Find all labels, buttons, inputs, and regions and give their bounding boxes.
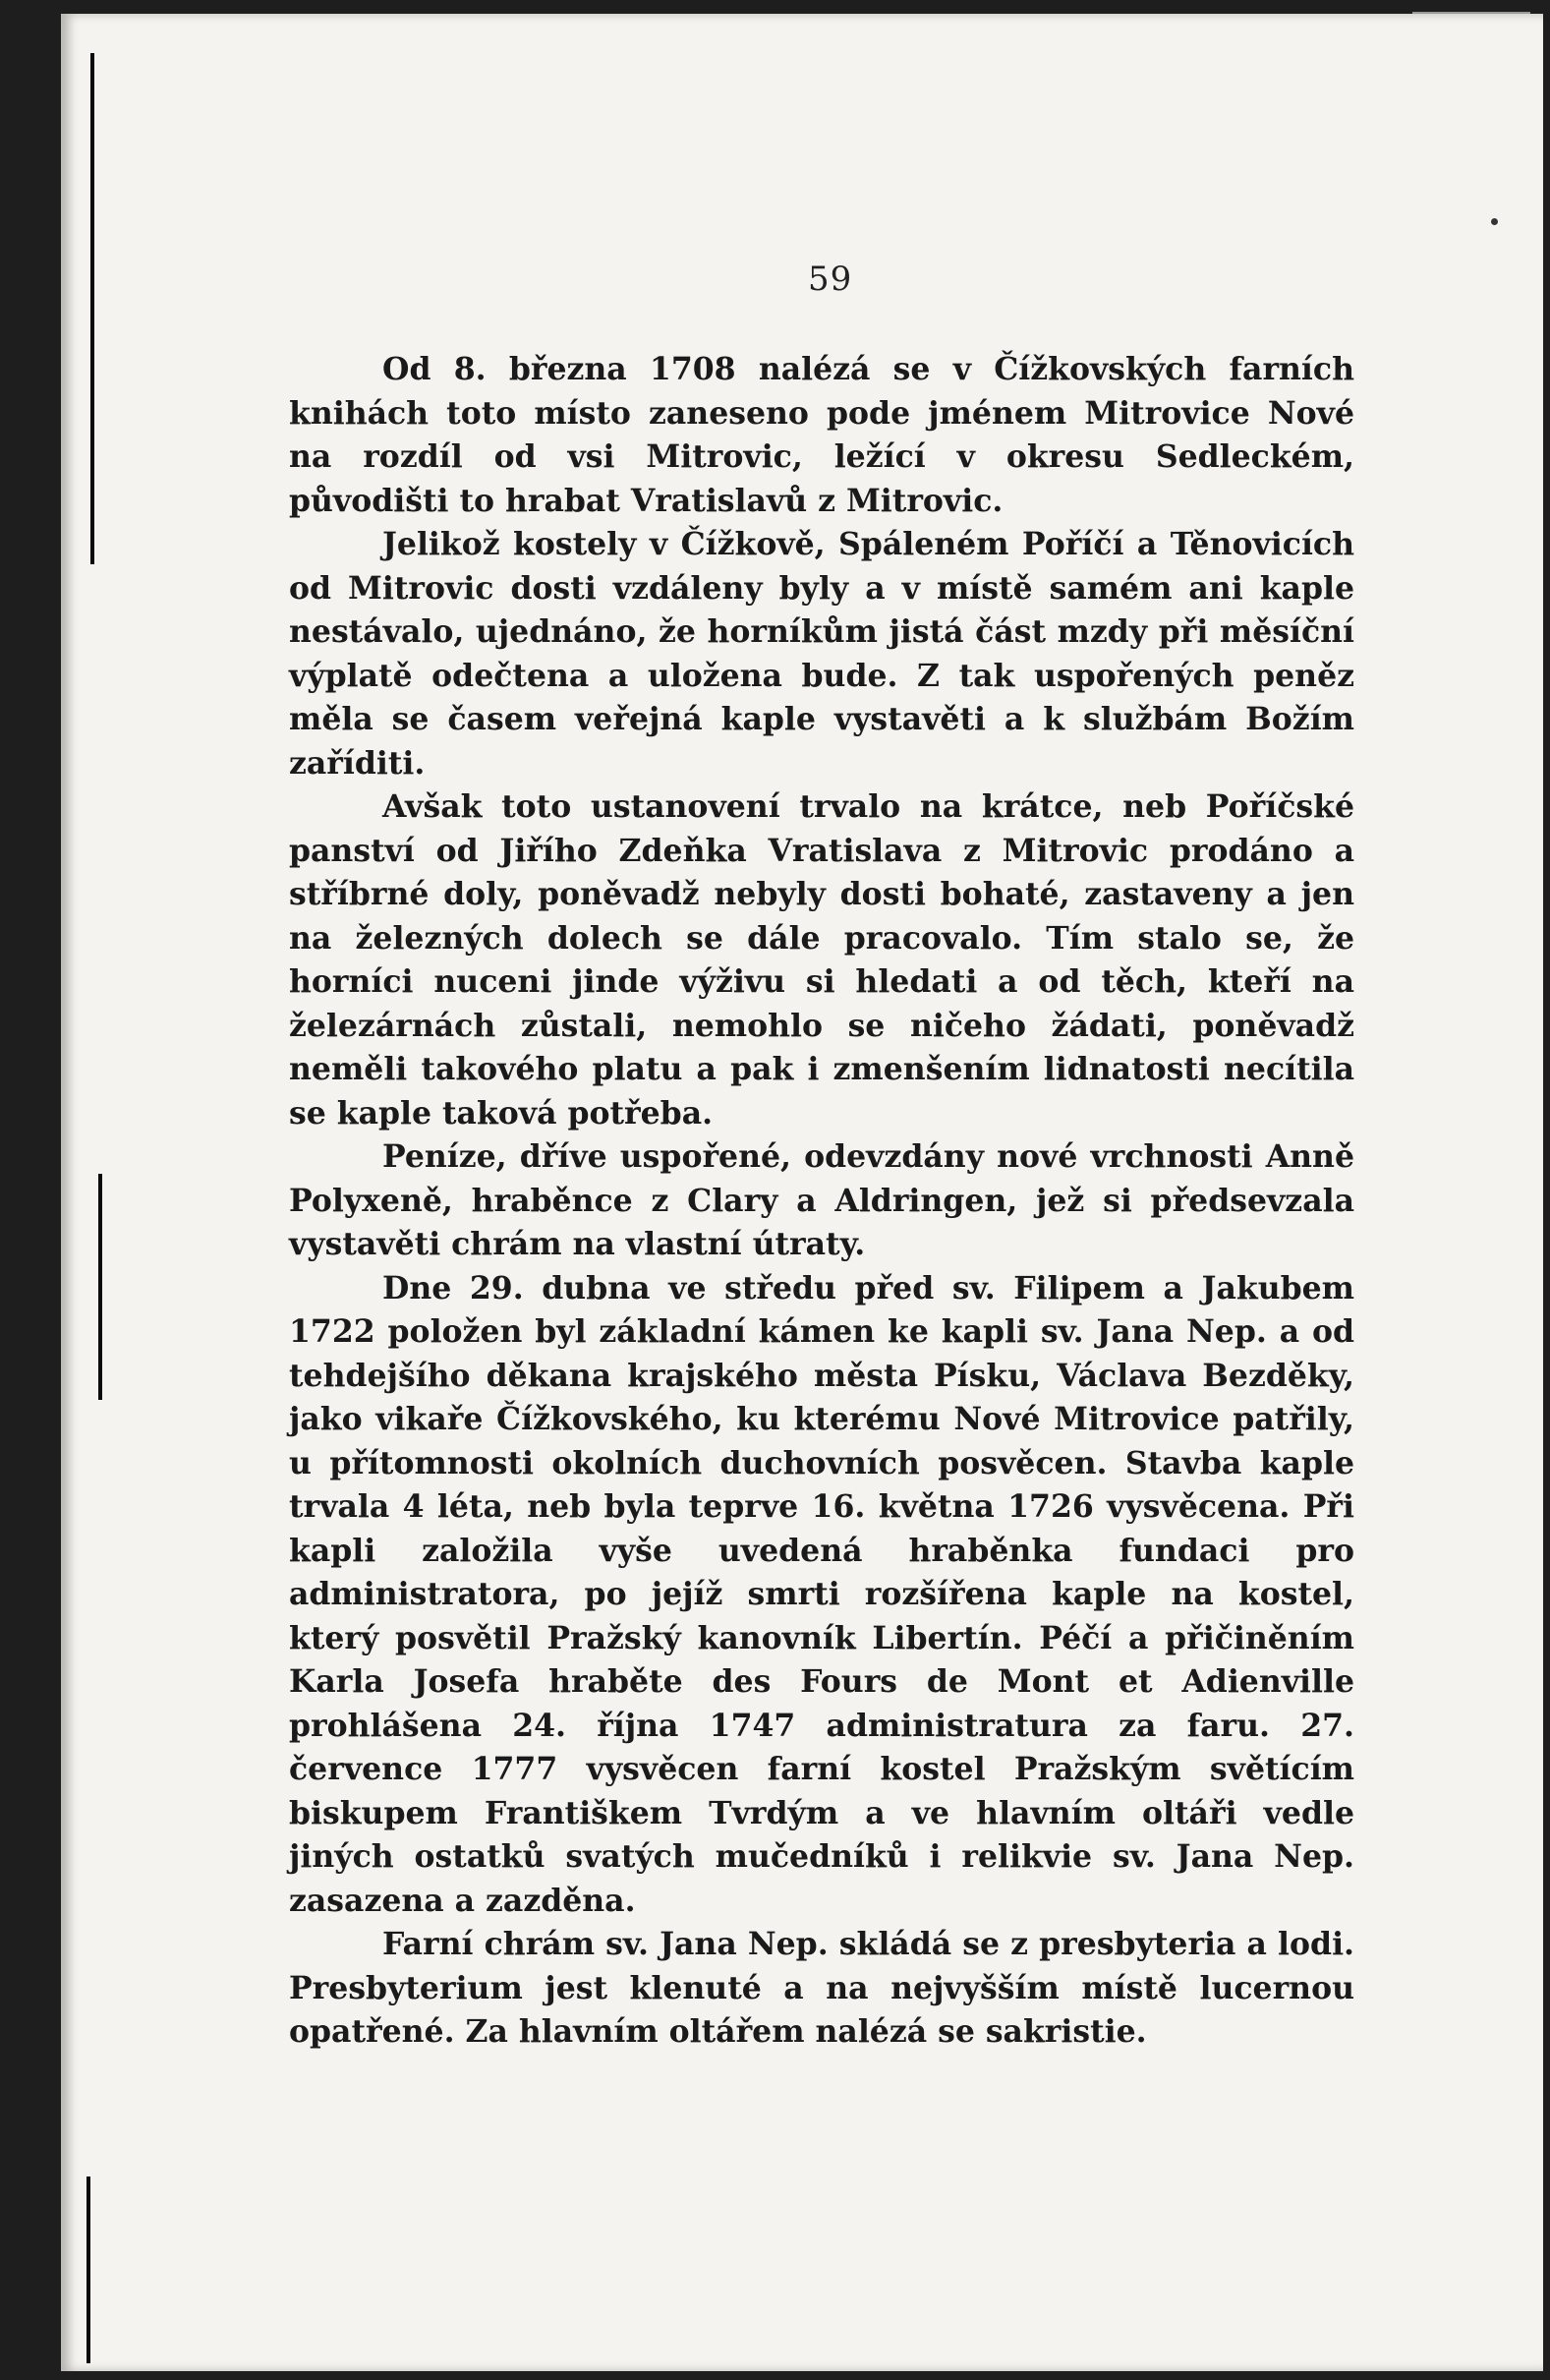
scan-border-top xyxy=(0,0,1550,14)
paragraph: Avšak toto ustanovení trvalo na krátce, neb Poříčské panství od Jiřího Zdeňka Vratislava z Mitrovic prodáno a stříbrné doly, poněvadž nebyly dosti bohaté, zastaveny a jen na železných dolech se dále pracovalo. Tím stalo se, že horníci nuceni jinde výživu si hledati a od těch, kteří na železárnách zůstali, nemohlo se ničeho žádati, poněvadž neměli takového platu a pak i zmenšením lidnatosti necítila se kaple taková potřeba. xyxy=(289,788,1354,1132)
body-text xyxy=(289,348,1354,2055)
paragraph: Farní chrám sv. Jana Nep. skládá se z presbyteria a lodi. Presbyterium jest klenuté a na nejvyšším místě lucernou opatřené. Za hlavním oltářem nalézá se sakristie. xyxy=(289,1926,1354,2050)
book-page xyxy=(61,14,1543,2371)
paragraph: Jelikož kostely v Čížkově, Spáleném Poříčí a Těnovicích od Mitrovic dosti vzdáleny byly a v místě samém ani kaple nestávalo, ujednáno, že horníkům jistá část mzdy při měsíční výplatě odečtena a uložena bude. Z tak uspořených peněz měla se časem veřejná kaple vystavěti a k službám Božím zaříditi. xyxy=(289,526,1354,782)
paragraph: Od 8. března 1708 nalézá se v Čížkovských farních knihách toto místo zaneseno pode jménem Mitrovice Nové na rozdíl od vsi Mitrovic, ležící v okresu Sedleckém, původišti to hrabat Vratislavů z Mitrovic. xyxy=(289,351,1354,519)
binding-edge-middle xyxy=(98,1174,102,1400)
page-number: 59 xyxy=(808,260,853,299)
scan-speck xyxy=(1491,218,1498,225)
binding-edge-upper xyxy=(90,53,94,564)
paragraph: Peníze, dříve uspořené, odevzdány nové vrchnosti Anně Polyxeně, hraběnce z Clary a Aldringen, jež si předsevzala vystavěti chrám na vlastní útraty. xyxy=(289,1138,1354,1262)
paragraph: Dne 29. dubna ve středu před sv. Filipem a Jakubem 1722 položen byl základní kámen ke kapli sv. Jana Nep. a od tehdejšího děkana krajského města Písku, Václava Bezděky, jako vikaře Čížkovského, ku kterému Nové Mitrovice patřily, u přítomnosti okolních duchovních posvěcen. Stavba kaple trvala 4 léta, neb byla teprve 16. května 1726 vysvěcena. Při kapli založila vyše uvedená hraběnka fundaci pro administratora, po jejíž smrti rozšířena kaple na kostel, který posvětil Pražský kanovník Libertín. Péčí a přičiněním Karla Josefa hraběte des Fours de Mont et Adienville prohlášena 24. října 1747 administratura za faru. 27. července 1777 vysvěcen farní kostel Pražským světícím biskupem Františkem Tvrdým a ve hlavním oltáři vedle jiných ostatků svatých mučedníků i relikvie sv. Jana Nep. zasazena a zazděna. xyxy=(289,1269,1354,1919)
binding-edge-lower xyxy=(86,2177,90,2363)
